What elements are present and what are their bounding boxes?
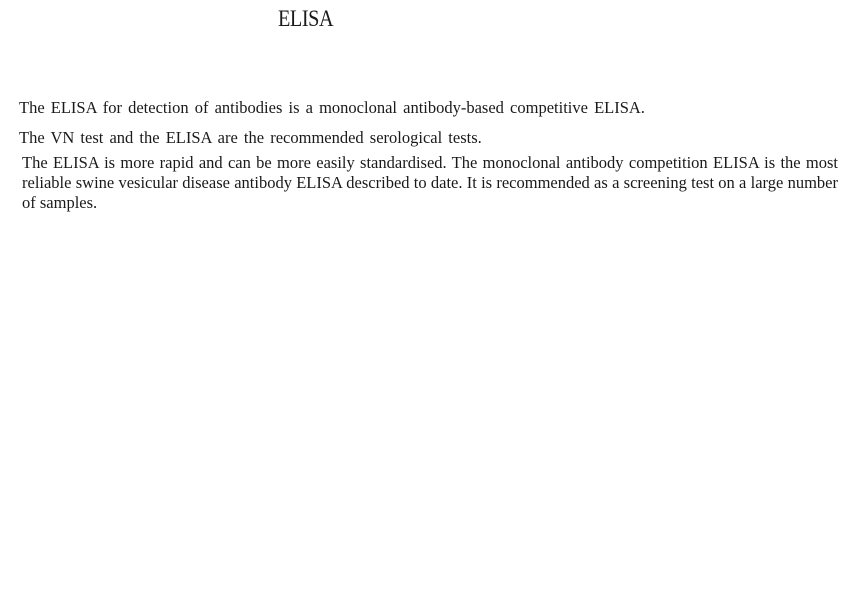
paragraph-recommended-tests: The VN test and the ELISA are the recommended serological tests. xyxy=(19,128,482,147)
paragraph-elisa-advantages: The ELISA is more rapid and can be more easily standardised. The monoclonal antibody competition ELISA is the most reliable swine vesicular disease antibody ELISA described to date. It is recommended as a screening test on a large number of samples. xyxy=(22,153,838,212)
paragraph-elisa-description: The ELISA for detection of antibodies is a monoclonal antibody-based competitive ELISA. xyxy=(19,98,645,117)
document-title: ELISA xyxy=(278,6,334,31)
